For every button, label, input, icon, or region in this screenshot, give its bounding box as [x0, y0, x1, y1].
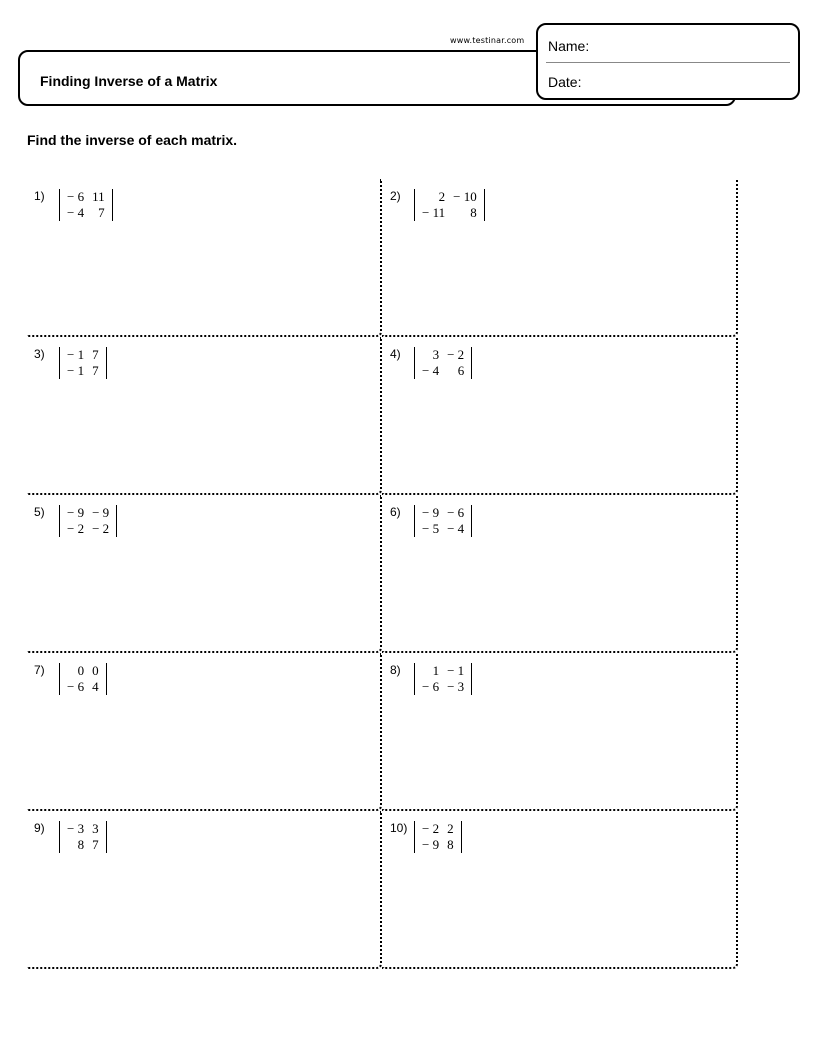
problem-5	[27, 495, 382, 653]
matrix-entry: 7	[98, 205, 105, 220]
problem-number: 4)	[390, 347, 401, 361]
problem-number: 9)	[34, 821, 45, 835]
problem-number: 7)	[34, 663, 45, 677]
matrix-entry: − 1	[67, 363, 85, 378]
matrix-entry: 3	[92, 821, 99, 836]
problem-9	[27, 811, 382, 969]
matrix	[414, 189, 485, 221]
matrix-entry: 0	[92, 663, 99, 678]
problem-10	[382, 811, 738, 969]
matrix-entry: 11	[92, 189, 105, 204]
problem-7	[27, 653, 382, 811]
matrix-entry: − 6	[422, 679, 440, 694]
matrix-entry: − 1	[447, 663, 465, 678]
problem-8	[382, 653, 738, 811]
matrix-entry: − 6	[67, 679, 85, 694]
problem-3	[27, 337, 382, 495]
matrix-entry: − 2	[92, 521, 110, 536]
name-label: Name:	[548, 38, 590, 54]
matrix	[59, 821, 107, 853]
matrix-entry: 0	[77, 663, 85, 678]
matrix-entry: 2	[447, 821, 454, 836]
problem-number: 5)	[34, 505, 45, 519]
matrix	[414, 505, 472, 537]
matrix-entry: 8	[77, 837, 85, 852]
matrix-entry: 8	[470, 205, 477, 220]
site-url: www.testinar.com	[450, 36, 525, 45]
problem-number: 1)	[34, 189, 45, 203]
matrix-entry: − 6	[447, 505, 465, 520]
problem-6	[382, 495, 738, 653]
date-label: Date:	[548, 74, 582, 90]
matrix-entry: − 3	[67, 821, 85, 836]
name-divider	[546, 62, 790, 63]
worksheet-title: Finding Inverse of a Matrix	[40, 73, 218, 89]
problem-number: 3)	[34, 347, 45, 361]
matrix	[59, 505, 117, 537]
matrix-entry: − 2	[447, 347, 465, 362]
problem-grid	[27, 179, 738, 969]
problem-number: 6)	[390, 505, 401, 519]
matrix-entry: − 5	[422, 521, 440, 536]
matrix-entry: − 2	[422, 821, 440, 836]
matrix-entry: − 4	[422, 363, 440, 378]
matrix-entry: 4	[92, 679, 99, 694]
matrix	[59, 347, 107, 379]
matrix-entry: 7	[92, 363, 99, 378]
matrix-entry: − 9	[422, 505, 440, 520]
matrix-entry: − 4	[67, 205, 85, 220]
matrix-entry: − 6	[67, 189, 85, 204]
matrix-entry: 3	[432, 347, 440, 362]
name-date-box	[536, 23, 800, 100]
matrix-entry: 8	[447, 837, 454, 852]
matrix	[59, 189, 113, 221]
problem-number: 8)	[390, 663, 401, 677]
matrix-entry: − 1	[67, 347, 85, 362]
instructions: Find the inverse of each matrix.	[27, 132, 238, 148]
problem-4	[382, 337, 738, 495]
problem-1	[27, 179, 382, 337]
matrix-entry: − 3	[447, 679, 465, 694]
matrix	[414, 347, 472, 379]
matrix-entry: − 10	[453, 189, 477, 204]
problem-2	[382, 179, 738, 337]
matrix-entry: − 4	[447, 521, 465, 536]
matrix	[414, 821, 462, 853]
matrix-entry: 1	[432, 663, 440, 678]
matrix-entry: − 9	[67, 505, 85, 520]
matrix-entry: − 11	[422, 205, 446, 220]
matrix-entry: − 9	[92, 505, 110, 520]
problem-number: 2)	[390, 189, 401, 203]
matrix-entry: 2	[438, 189, 446, 204]
matrix	[414, 663, 472, 695]
matrix-entry: − 2	[67, 521, 85, 536]
matrix-entry: − 9	[422, 837, 440, 852]
problem-number: 10)	[390, 821, 408, 835]
matrix-entry: 7	[92, 347, 99, 362]
matrix-entry: 6	[457, 363, 465, 378]
matrix	[59, 663, 107, 695]
matrix-entry: 7	[92, 837, 99, 852]
